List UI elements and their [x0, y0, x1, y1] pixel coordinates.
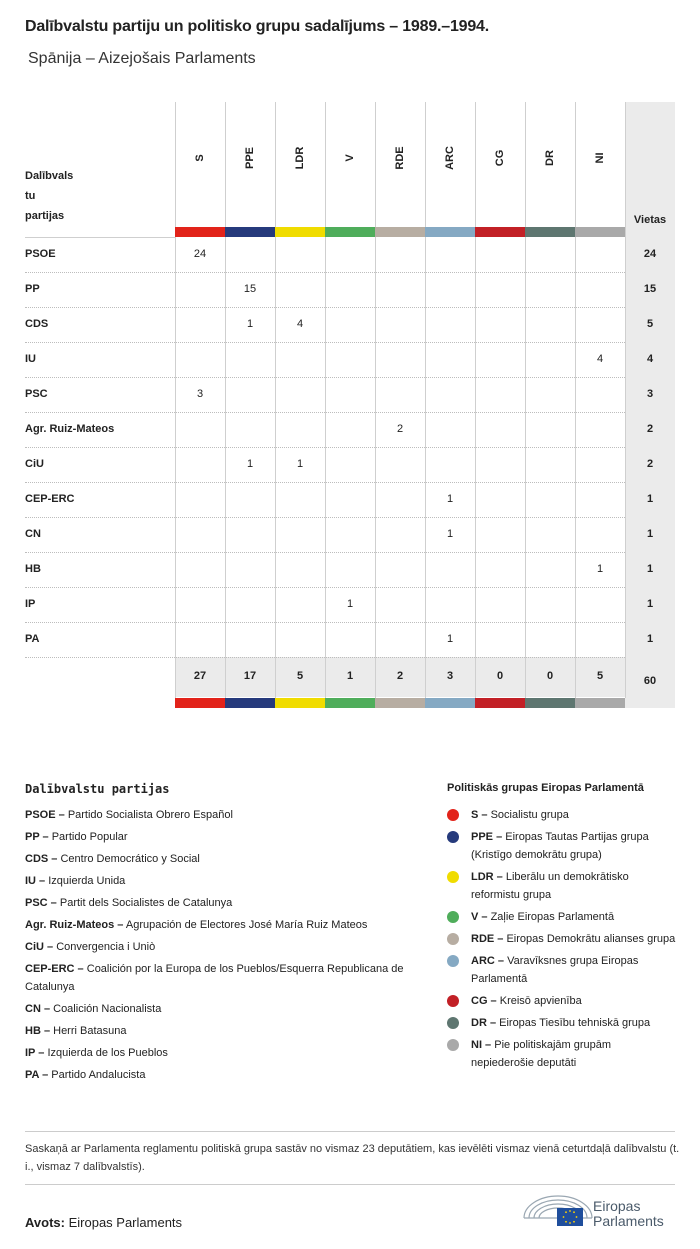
column-separator	[425, 102, 426, 698]
party-legend-item	[25, 872, 425, 890]
column-separator	[575, 102, 576, 698]
group-color-dot	[447, 1017, 459, 1029]
row-header-label: Dalībvals	[25, 170, 74, 182]
party-abbr: IP –	[25, 1047, 45, 1059]
party-name: Partido Andalucista	[51, 1069, 146, 1081]
column-separator	[175, 102, 176, 698]
party-name: Agrupación de Electores José María Ruiz Mateos	[125, 919, 368, 931]
column-header-s: S	[194, 154, 206, 162]
group-legend-item	[447, 1014, 677, 1032]
group-color-bar	[525, 698, 575, 708]
table-cell: 1	[446, 493, 454, 505]
table-cell: 24	[193, 248, 207, 260]
row-label-9: HB	[25, 563, 41, 575]
column-separator	[375, 102, 376, 698]
party-abbr: CEP-ERC –	[25, 963, 84, 975]
table-cell: 1	[446, 633, 454, 645]
column-separator	[275, 102, 276, 698]
row-total: 1	[646, 598, 654, 610]
party-abbr: CN –	[25, 1003, 51, 1015]
row-header-label: tu	[25, 190, 36, 202]
group-abbr: S –	[471, 809, 488, 821]
column-header-dr: DR	[544, 150, 556, 166]
row-separator	[25, 272, 625, 273]
group-color-bar	[275, 698, 325, 708]
row-separator	[25, 552, 625, 553]
source-value: Eiropas Parlaments	[68, 1215, 183, 1230]
group-name: Liberālu un demokrātisko reformistu grupa	[471, 871, 629, 901]
table-cell: 1	[446, 528, 454, 540]
group-color-bar	[275, 227, 325, 237]
party-name: Coalición por la Europa de los Pueblos/Esquerra Republicana de Catalunya	[25, 963, 404, 993]
group-color-bar	[425, 698, 475, 708]
grand-total: 60	[643, 675, 657, 687]
row-label-0: PSOE	[25, 248, 56, 260]
group-abbr: LDR –	[471, 871, 503, 883]
row-total: 24	[643, 248, 657, 260]
column-header-v: V	[344, 154, 356, 162]
group-name: Eiropas Tiesību tehniskā grupa	[499, 1017, 651, 1029]
chart-subtitle: Spānija – Aizejošais Parlaments	[28, 50, 256, 67]
group-abbr: PPE –	[471, 831, 503, 843]
group-color-dot	[447, 809, 459, 821]
group-color-dot	[447, 933, 459, 945]
row-label-2: CDS	[25, 318, 49, 330]
row-label-6: CiU	[25, 458, 44, 470]
column-header-ldr: LDR	[294, 146, 306, 170]
totals-header: Vietas	[633, 214, 667, 226]
row-separator	[25, 517, 625, 518]
column-header-rde: RDE	[394, 146, 406, 170]
group-name: Varavīksnes grupa Eiropas Parlamentā	[471, 955, 639, 985]
group-color-bar	[225, 698, 275, 708]
row-total: 5	[646, 318, 654, 330]
party-abbr: PA –	[25, 1069, 49, 1081]
row-separator	[25, 657, 625, 658]
table-cell: 2	[396, 423, 404, 435]
party-abbr: PP –	[25, 831, 49, 843]
group-color-bar	[175, 227, 225, 237]
group-legend-item	[447, 868, 677, 904]
column-total: 17	[243, 670, 257, 682]
group-color-bar	[325, 227, 375, 237]
party-name: Partido Popular	[51, 831, 128, 843]
table-cell: 15	[243, 283, 257, 295]
table-cell: 4	[296, 318, 304, 330]
party-legend-item	[25, 806, 425, 824]
group-color-dot	[447, 911, 459, 923]
group-legend-item	[447, 806, 677, 824]
row-label-5: Agr. Ruiz-Mateos	[25, 423, 115, 435]
party-name: Izquierda Unida	[48, 875, 126, 887]
group-abbr: RDE –	[471, 933, 504, 945]
footnote: Saskaņā ar Parlamenta reglamentu politiskā grupa sastāv no vismaz 23 deputātiem, kas ievēlēti vismaz vienā ceturtdaļā dalībvalstu (t. i., vismaz 7 dalībvalstīs).	[25, 1143, 680, 1173]
group-color-dot	[447, 831, 459, 843]
table-cell: 3	[196, 388, 204, 400]
party-name: Partido Socialista Obrero Español	[67, 809, 233, 821]
column-total: 3	[446, 670, 454, 682]
row-separator	[25, 622, 625, 623]
group-abbr: V –	[471, 911, 488, 923]
row-total: 1	[646, 493, 654, 505]
logo-line2: Parlaments	[593, 1213, 664, 1229]
table-cell: 1	[246, 458, 254, 470]
group-color-bar	[325, 698, 375, 708]
group-name: Zaļie Eiropas Parlamentā	[490, 911, 615, 923]
row-label-3: IU	[25, 353, 36, 365]
group-name: Eiropas Demokrātu alianses grupa	[506, 933, 676, 945]
column-total: 0	[546, 670, 554, 682]
group-color-bar	[425, 227, 475, 237]
party-legend-item	[25, 938, 425, 956]
source-label: Avots:	[25, 1215, 65, 1230]
group-name: Kreisō apvienība	[499, 995, 582, 1007]
party-abbr: PSOE –	[25, 809, 65, 821]
group-color-bar	[175, 698, 225, 708]
party-legend-item	[25, 1044, 425, 1062]
group-color-bar	[375, 227, 425, 237]
party-legend-item	[25, 1022, 425, 1040]
party-abbr: CDS –	[25, 853, 58, 865]
row-separator	[25, 307, 625, 308]
party-abbr: IU –	[25, 875, 46, 887]
row-label-4: PSC	[25, 388, 48, 400]
party-name: Izquierda de los Pueblos	[47, 1047, 168, 1059]
group-color-bar	[375, 698, 425, 708]
group-color-dot	[447, 1039, 459, 1051]
column-header-cg: CG	[494, 149, 506, 167]
party-name: Centro Democrático y Social	[60, 853, 200, 865]
table-cell: 1	[596, 563, 604, 575]
party-abbr: HB –	[25, 1025, 51, 1037]
group-legend-item	[447, 992, 677, 1010]
party-legend-item	[25, 1000, 425, 1018]
row-total: 2	[646, 423, 654, 435]
group-legend-heading: Politiskās grupas Eiropas Parlamentā	[447, 782, 644, 794]
party-name: Herri Batasuna	[53, 1025, 127, 1037]
group-legend-item	[447, 828, 677, 864]
column-header-ni: NI	[594, 152, 606, 164]
party-legend-item	[25, 828, 425, 846]
row-label-7: CEP-ERC	[25, 493, 75, 505]
column-total: 5	[296, 670, 304, 682]
table-cell: 4	[596, 353, 604, 365]
party-legend	[25, 782, 425, 1088]
logo-text	[593, 1199, 664, 1229]
group-legend-item	[447, 952, 677, 988]
divider	[25, 1184, 675, 1185]
group-abbr: NI –	[471, 1039, 492, 1051]
group-color-bar	[575, 227, 625, 237]
party-legend-item	[25, 916, 425, 934]
row-separator	[25, 587, 625, 588]
group-color-bar	[475, 227, 525, 237]
row-separator	[25, 377, 625, 378]
row-header-label: partijas	[25, 210, 65, 222]
group-color-bar	[525, 227, 575, 237]
row-total: 1	[646, 563, 654, 575]
group-color-bar	[225, 227, 275, 237]
group-name: Socialistu grupa	[490, 809, 569, 821]
party-name: Partit dels Socialistes de Catalunya	[59, 897, 233, 909]
column-total: 5	[596, 670, 604, 682]
table-cell: 1	[296, 458, 304, 470]
group-color-dot	[447, 995, 459, 1007]
header-rule	[25, 237, 175, 238]
column-total: 2	[396, 670, 404, 682]
group-abbr: ARC –	[471, 955, 505, 967]
party-name: Coalición Nacionalista	[53, 1003, 162, 1015]
party-name: Convergencia i Uniò	[56, 941, 156, 953]
group-name: Eiropas Tautas Partijas grupa (Kristīgo demokrātu grupa)	[471, 831, 649, 861]
column-header-arc: ARC	[444, 146, 456, 170]
group-legend-item	[447, 1036, 677, 1072]
party-abbr: CiU –	[25, 941, 54, 953]
group-legend-item	[447, 930, 677, 948]
party-legend-item	[25, 850, 425, 868]
group-color-bar	[475, 698, 525, 708]
row-label-1: PP	[25, 283, 40, 295]
party-legend-item	[25, 960, 425, 996]
row-total: 15	[643, 283, 657, 295]
totals-column-bg	[625, 102, 675, 708]
party-legend-item	[25, 894, 425, 912]
party-abbr: PSC –	[25, 897, 57, 909]
chart-title: Dalībvalstu partiju un politisko grupu sadalījums – 1989.–1994.	[25, 18, 489, 35]
party-legend-item	[25, 1066, 425, 1084]
table-cell: 1	[346, 598, 354, 610]
row-label-8: CN	[25, 528, 41, 540]
logo-line1: Eiropas	[593, 1198, 641, 1214]
row-total: 1	[646, 633, 654, 645]
group-abbr: DR –	[471, 1017, 497, 1029]
column-total: 0	[496, 670, 504, 682]
party-abbr: Agr. Ruiz-Mateos –	[25, 919, 124, 931]
row-label-10: IP	[25, 598, 36, 610]
row-separator	[25, 447, 625, 448]
row-total: 3	[646, 388, 654, 400]
column-total: 1	[346, 670, 354, 682]
row-separator	[25, 342, 625, 343]
divider	[25, 1131, 675, 1132]
column-separator	[475, 102, 476, 698]
row-separator	[25, 482, 625, 483]
group-legend-item	[447, 908, 677, 926]
column-header-ppe: PPE	[244, 147, 256, 170]
column-separator	[225, 102, 226, 698]
row-label-11: PA	[25, 633, 40, 645]
group-abbr: CG –	[471, 995, 497, 1007]
table-cell: 1	[246, 318, 254, 330]
party-legend-heading: Dalībvalstu partijas	[25, 782, 170, 796]
source-line	[25, 1215, 182, 1230]
group-color-dot	[447, 955, 459, 967]
group-color-bar	[575, 698, 625, 708]
group-name: Pie politiskajām grupām nepiederošie deputāti	[471, 1039, 612, 1069]
group-legend	[447, 782, 677, 1076]
column-total: 27	[193, 670, 207, 682]
column-separator	[525, 102, 526, 698]
row-total: 2	[646, 458, 654, 470]
row-total: 1	[646, 528, 654, 540]
row-total: 4	[646, 353, 654, 365]
row-separator	[25, 412, 625, 413]
group-color-dot	[447, 871, 459, 883]
